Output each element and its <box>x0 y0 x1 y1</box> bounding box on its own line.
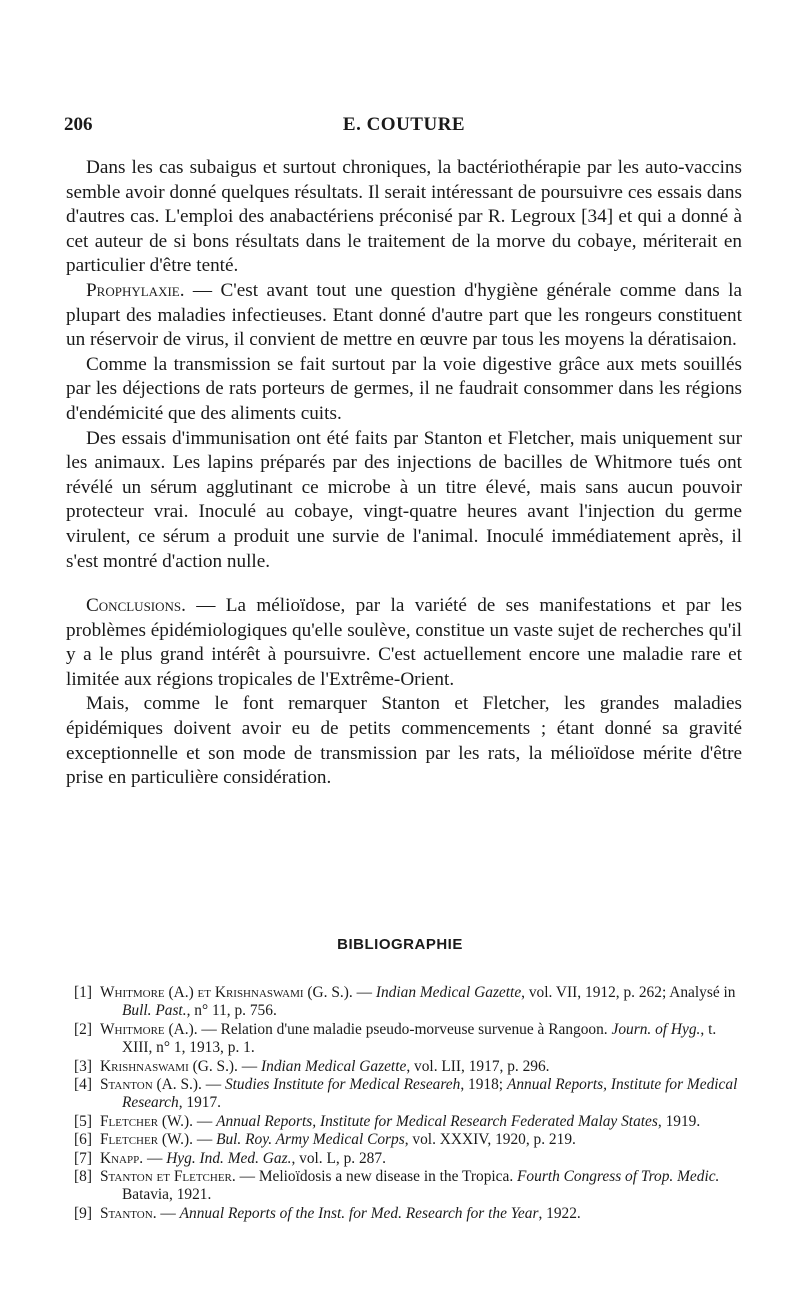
page-number: 206 <box>64 114 93 135</box>
bibliography-entry: [9] Stanton. — Annual Reports of the Inst. for Med. Research for the Year, 1922. <box>74 1204 581 1222</box>
section-label-conclusions: Conclusions. <box>86 595 186 617</box>
bibliography-entry: [6] Fletcher (W.). — Bul. Roy. Army Medical Corps, vol. XXXIV, 1920, p. 219. <box>74 1131 576 1149</box>
body-text <box>66 156 742 791</box>
entry-number: [1] <box>74 984 92 1001</box>
paragraph-conclusions: Conclusions. — La mélioïdose, par la variété de ses manifestations et par les problèmes épidémiologiques qu'elle soulève, constitue un vaste sujet de recherches qu'il y a le plus grand intérêt à poursuivre. C'est actuellement encore une maladie rare et limitée aux régions tropicales de l'Extrême-Orient. <box>66 595 742 690</box>
paragraph-bacteriotherapy: Dans les cas subaigus et surtout chroniques, la bactériothérapie par les auto-vaccins semble avoir donné quelques résultats. Il serait intéressant de poursuivre ces essais dans d'autres cas. L'emploi des anabactériens préconisé par R. Legroux [34] et qui a donné à cet auteur de si bons résultats dans le traitement de la morve du cobaye, mériterait en particulier d'être tenté. <box>66 157 742 277</box>
bibliography-entry: [7] Knapp. — Hyg. Ind. Med. Gaz., vol. L, p. 287. <box>74 1149 386 1167</box>
page-header <box>64 114 744 142</box>
paragraph-transmission: Comme la transmission se fait surtout par la voie digestive grâce aux mets souillés par les déjections de rats porteurs de germes, il ne faudrait consommer dans les régions d'endémicité que des aliments cuits. <box>66 353 742 424</box>
bibliography-entry: [2] Whitmore (A.). — Relation d'une maladie pseudo-morveuse survenue à Rangoon. Journ. of Hyg., t. XIII, n° 1, 1913, p. 1. <box>74 1020 717 1057</box>
bibliography-title: BIBLIOGRAPHIE <box>337 936 463 953</box>
bibliography-entry: [5] Fletcher (W.). — Annual Reports, Institute for Medical Research Federated Malay States, 1919. <box>74 1112 701 1130</box>
entry-number: [6] <box>74 1131 92 1149</box>
entry-number: [9] <box>74 1204 92 1222</box>
bibliography-list <box>74 984 746 1223</box>
entry-number: [8] <box>74 1168 92 1186</box>
entry-number: [5] <box>74 1112 92 1130</box>
running-head: E. COUTURE <box>342 114 466 135</box>
paragraph-immunisation: Des essais d'immunisation ont été faits par Stanton et Fletcher, mais uniquement sur les animaux. Les lapins préparés par des injections de bacilles de Whitmore tués ont révélé un sérum agglutinant ce microbe à un titre élevé, mais sans aucun pouvoir protecteur vrai. Inoculé au cobaye, vingt-quatre heures avant l'injection du germe virulent, ce sérum a produit une survie de l'animal. Inoculé immédiatement après, il s'est montré d'action nulle. <box>66 427 742 572</box>
section-label-prophylaxie: Prophylaxie. <box>86 279 185 301</box>
bibliography-entry: [4] Stanton (A. S.). — Studies Institute for Medical Researeh, 1918; Annual Reports, Institute for Medical Research, 1917. <box>74 1076 738 1112</box>
bibliography-entry: [1] Whitmore (A.) et Krishnaswami (G. S.). — Indian Medical Gazette, vol. VII, 1912, p. 262; Analysé in Bull. Past., n° 11, p. 756. <box>74 984 736 1020</box>
bibliography-entry: [8] Stanton et Fletcher. — Melioïdosis a new disease in the Tropica. Fourth Congress of Trop. Medic. Batavia, 1921. <box>74 1168 720 1204</box>
paragraph-final: Mais, comme le font remarquer Stanton et Fletcher, les grandes maladies épidémiques doivent avoir eu de petits commencements ; étant donné sa gravité exceptionnelle et son mode de transmission par les rats, la mélioïdose mérite d'être prise en particulière considération. <box>66 693 742 789</box>
paragraph-prophylaxie: Prophylaxie. — C'est avant tout une question d'hygiène générale comme dans la plupart des maladies infectieuses. Etant donné d'autre part que les rongeurs constituent un réservoir de virus, il convient de mettre en œuvre par tous les moyens la dératisaion. <box>66 279 742 351</box>
entry-number: [3] <box>74 1057 92 1075</box>
entry-number: [2] <box>74 1020 92 1038</box>
entry-number: [4] <box>74 1076 92 1094</box>
entry-number: [7] <box>74 1149 92 1167</box>
bibliography-entry: [3] Krishnaswami (G. S.). — Indian Medical Gazette, vol. LII, 1917, p. 296. <box>74 1057 550 1075</box>
